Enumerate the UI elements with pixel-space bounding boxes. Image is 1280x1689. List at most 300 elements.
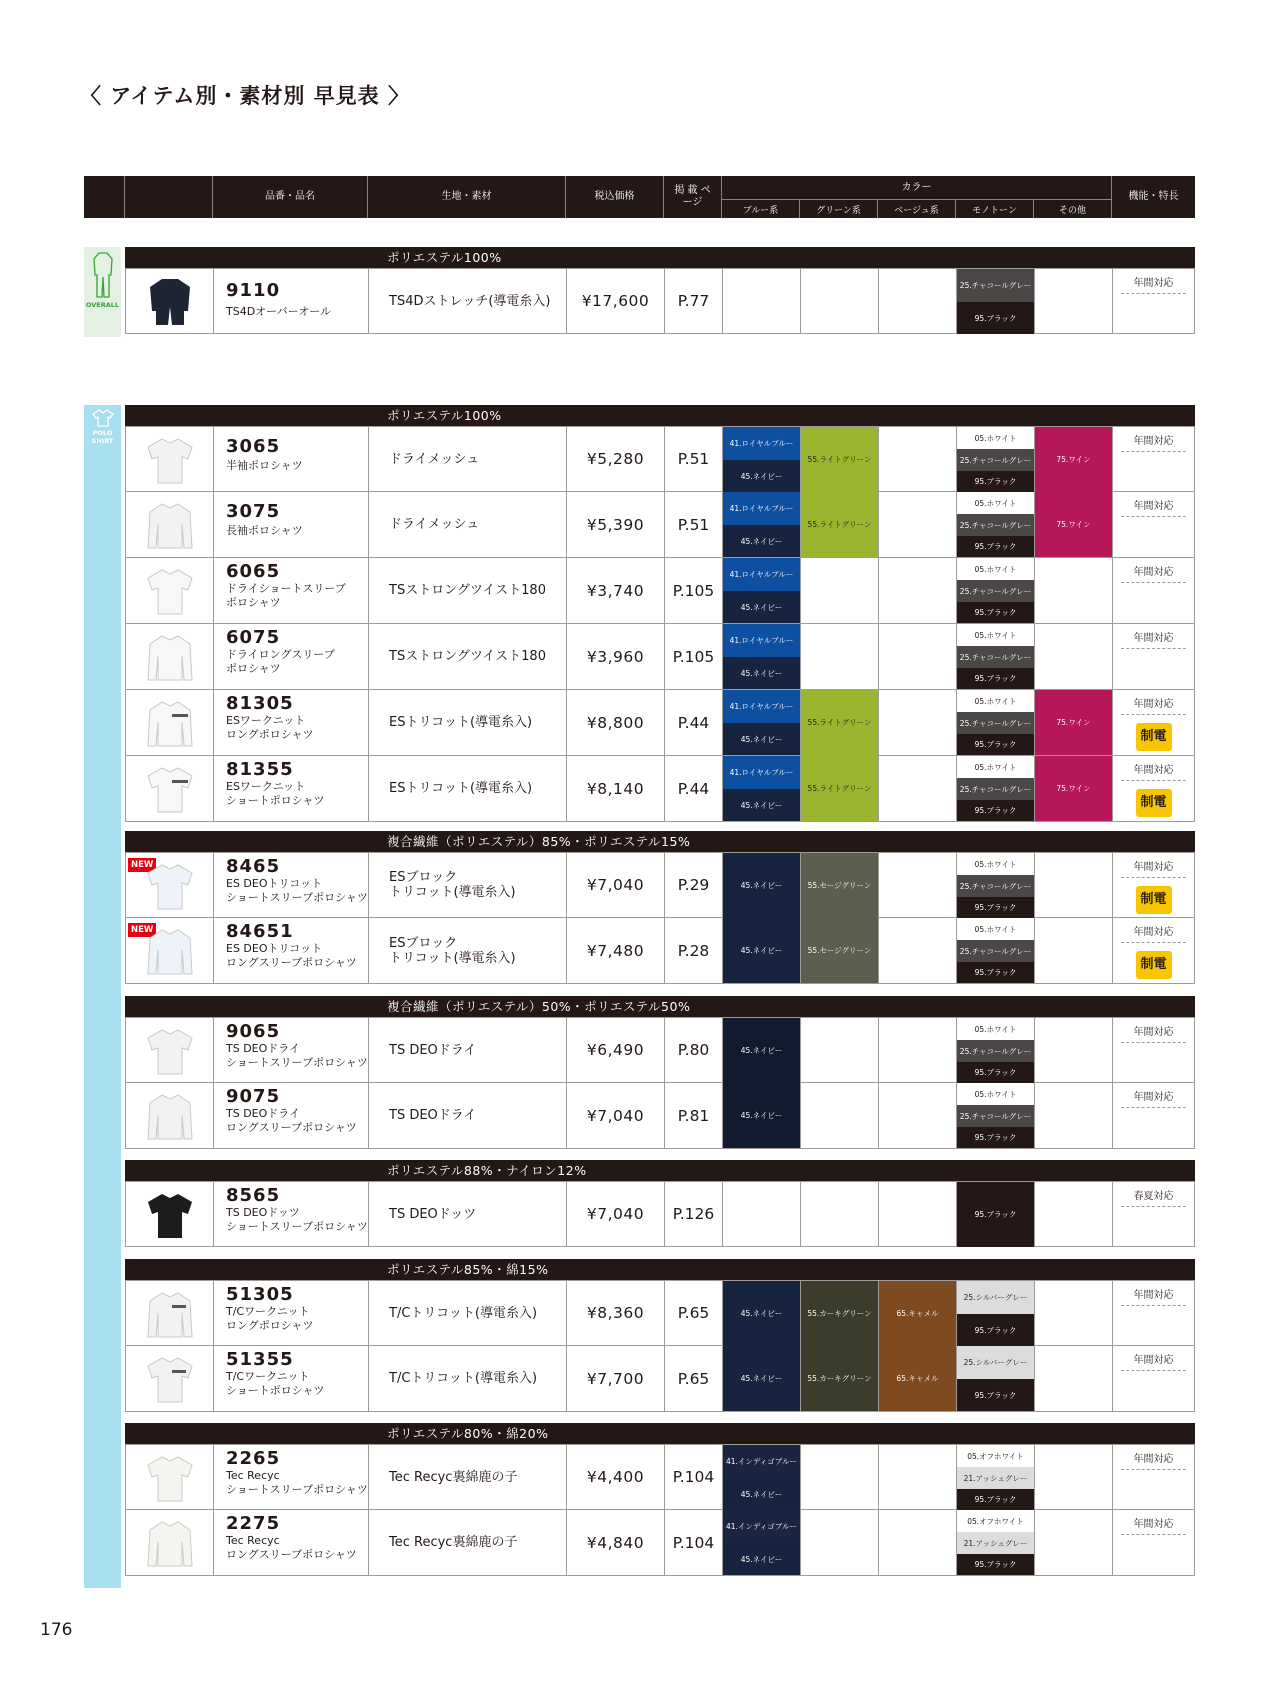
- product-image: [126, 690, 214, 755]
- feature-label: 春夏対応: [1133, 1191, 1174, 1202]
- header-color-mono: モノトーン: [956, 199, 1034, 218]
- swatch-sage-green: 55.セージグリーン: [801, 853, 878, 918]
- overall-thumbnail: [146, 277, 194, 327]
- price: ¥7,040: [567, 1083, 665, 1148]
- material: TS4Dストレッチ(導電糸入): [369, 269, 567, 333]
- feature-label: 年間対応: [1133, 501, 1174, 512]
- product-name-line-2: ポロシャツ: [226, 596, 281, 609]
- product-name-line-2: ショートポロシャツ: [226, 1384, 325, 1397]
- swatch-camel: 65.キャメル: [879, 1346, 956, 1411]
- product-image: [126, 918, 214, 983]
- polo-long-thumbnail: [146, 1091, 194, 1141]
- product-name-line-1: ES DEOトリコット: [226, 942, 323, 955]
- product-code: 84651: [226, 921, 294, 942]
- swatch-black: 95.ブラック: [957, 602, 1034, 623]
- product-name-line-2: ロングポロシャツ: [226, 728, 314, 741]
- color-beige: [879, 853, 957, 917]
- swatch-navy: 45.ネイビー: [723, 1543, 800, 1575]
- color-green: [801, 690, 879, 755]
- color-blue: [723, 624, 801, 689]
- color-mono: [957, 427, 1035, 491]
- feature-label: 年間対応: [1133, 1454, 1174, 1465]
- product-name-line-2: ショートポロシャツ: [226, 794, 325, 807]
- swatch-black: 95.ブラック: [957, 1182, 1034, 1247]
- polo-long-thumbnail: [146, 1289, 194, 1339]
- price: ¥8,360: [567, 1281, 665, 1345]
- swatch-royal-blue: 41.ロイヤルブルー: [723, 558, 800, 591]
- category-overall: [84, 247, 121, 337]
- swatch-navy: 45.ネイビー: [723, 591, 800, 623]
- overall-icon: [92, 251, 114, 299]
- material: ドライメッシュ: [369, 492, 567, 557]
- product-name-line-1: Tec Recyc: [226, 1534, 280, 1547]
- color-other: [1035, 1281, 1113, 1345]
- page-ref: P.80: [665, 1018, 723, 1082]
- product-code: 9110: [226, 280, 281, 301]
- color-other: [1035, 1083, 1113, 1148]
- page-ref: P.29: [665, 853, 723, 917]
- material-cell: [369, 853, 567, 917]
- product-image: [126, 492, 214, 557]
- swatch-black: 95.ブラック: [957, 302, 1034, 334]
- swatch-indigo: 41.インディゴブルー: [723, 1445, 800, 1478]
- color-beige: [879, 492, 957, 557]
- material: TSストロングツイスト180: [369, 624, 567, 689]
- swatch-navy: 45.ネイビー: [723, 723, 800, 755]
- product-name-line-2: ポロシャツ: [226, 662, 281, 675]
- product-code: 51305: [226, 1284, 294, 1305]
- table-row: [125, 1181, 1195, 1247]
- material: TS DEOドッツ: [369, 1182, 567, 1246]
- color-green: [801, 558, 879, 623]
- color-blue: [723, 1083, 801, 1148]
- page-ref: P.105: [665, 558, 723, 623]
- color-other: [1035, 624, 1113, 689]
- swatch-light-green: 55.ライトグリーン: [801, 492, 878, 557]
- polo-long-thumbnail: [146, 500, 194, 550]
- feature-cell: [1113, 918, 1194, 983]
- product-name-line-2: ショートスリーブポロシャツ: [226, 1056, 368, 1069]
- swatch-white: 05.ホワイト: [957, 853, 1034, 875]
- swatch-black: 95.ブラック: [957, 536, 1034, 557]
- feature-cell: [1113, 1346, 1194, 1411]
- product-name-cell: [214, 558, 369, 623]
- color-mono: [957, 1346, 1035, 1411]
- polo-long-thumbnail: [146, 1518, 194, 1568]
- material: TS DEOドライ: [369, 1018, 567, 1082]
- antistatic-badge: 制電: [1136, 723, 1172, 751]
- product-code: 2265: [226, 1448, 281, 1469]
- product-name-line-1: TS DEOドライ: [226, 1042, 300, 1055]
- color-mono: [957, 1445, 1035, 1509]
- swatch-charcoal: 25.チャコールグレー: [957, 1105, 1034, 1127]
- material-band: 複合繊維（ポリエステル）85%・ポリエステル15%: [125, 831, 1195, 852]
- product-name-line-2: ショートスリーブポロシャツ: [226, 1220, 368, 1233]
- swatch-khaki-green: 55.カーキグリーン: [801, 1346, 878, 1411]
- product-name-line-1: Tec Recyc: [226, 1469, 280, 1482]
- material-line-2: トリコット(導電糸入): [389, 885, 516, 900]
- header-color-other: その他: [1034, 199, 1112, 218]
- header-name: 品番・品名: [213, 176, 368, 218]
- product-name-line-2: ロングスリーブポロシャツ: [226, 956, 357, 969]
- material-cell: [369, 918, 567, 983]
- swatch-ash-gray: 21.アッシュグレー: [957, 1532, 1034, 1554]
- color-blue: [723, 853, 801, 917]
- swatch-navy: 45.ネイビー: [723, 525, 800, 557]
- product-name-cell: [214, 756, 369, 821]
- polo-long-thumbnail: [146, 632, 194, 682]
- table-row: [125, 1017, 1195, 1083]
- color-beige: [879, 1510, 957, 1575]
- material: ESトリコット(導電糸入): [369, 756, 567, 821]
- product-name-cell: [214, 690, 369, 755]
- swatch-charcoal: 25.チャコールグレー: [957, 778, 1034, 800]
- header-page: 掲 載 ページ: [664, 176, 722, 218]
- color-blue: [723, 1281, 801, 1345]
- product-name-cell: [214, 427, 369, 491]
- page-ref: P.81: [665, 1083, 723, 1148]
- feature-cell: [1113, 1018, 1194, 1082]
- product-code: 8565: [226, 1185, 281, 1206]
- price: ¥4,840: [567, 1510, 665, 1575]
- swatch-black: 95.ブラック: [957, 471, 1034, 492]
- price: ¥8,140: [567, 756, 665, 821]
- swatch-royal-blue: 41.ロイヤルブルー: [723, 427, 800, 460]
- swatch-wine: 75.ワイン: [1035, 690, 1112, 755]
- swatch-charcoal: 25.チャコールグレー: [957, 514, 1034, 536]
- color-blue: [723, 1182, 801, 1246]
- swatch-black: 95.ブラック: [957, 668, 1034, 689]
- swatch-khaki-green: 55.カーキグリーン: [801, 1281, 878, 1346]
- color-other: [1035, 1346, 1113, 1411]
- material-band: ポリエステル100%: [125, 405, 1195, 426]
- product-name-line-2: ショートスリーブポロシャツ: [226, 891, 368, 904]
- feature-cell: [1113, 1083, 1194, 1148]
- price: ¥4,400: [567, 1445, 665, 1509]
- color-other: [1035, 853, 1113, 917]
- swatch-black: 95.ブラック: [957, 1127, 1034, 1148]
- swatch-white: 05.ホワイト: [957, 492, 1034, 514]
- page-ref: P.105: [665, 624, 723, 689]
- swatch-white: 05.ホワイト: [957, 1018, 1034, 1040]
- swatch-charcoal: 25.チャコールグレー: [957, 449, 1034, 471]
- table-row: [125, 268, 1195, 334]
- product-image: [126, 1018, 214, 1082]
- swatch-royal-blue: 41.ロイヤルブルー: [723, 690, 800, 723]
- product-name-line-1: TS DEOドライ: [226, 1107, 300, 1120]
- product-name: TS4Dオーバーオール: [226, 305, 332, 318]
- color-mono: [957, 690, 1035, 755]
- page-ref: P.104: [665, 1445, 723, 1509]
- page-ref: P.126: [665, 1182, 723, 1246]
- swatch-navy: 45.ネイビー: [723, 1478, 800, 1510]
- new-badge: NEW: [128, 858, 156, 872]
- color-green: [801, 1510, 879, 1575]
- product-image: [126, 1346, 214, 1411]
- feature-label: 年間対応: [1133, 1519, 1174, 1530]
- product-code: 2275: [226, 1513, 281, 1534]
- page-ref: P.104: [665, 1510, 723, 1575]
- color-mono: [957, 1083, 1035, 1148]
- swatch-charcoal: 25.チャコールグレー: [957, 875, 1034, 897]
- color-other: [1035, 427, 1113, 491]
- product-image: [126, 269, 214, 333]
- swatch-light-green: 55.ライトグリーン: [801, 427, 878, 492]
- swatch-charcoal: 25.チャコールグレー: [957, 580, 1034, 602]
- feature-label: 年間対応: [1133, 927, 1174, 938]
- feature-label: 年間対応: [1133, 567, 1174, 578]
- color-mono: [957, 1182, 1035, 1246]
- product-name-line-2: ロングポロシャツ: [226, 1319, 314, 1332]
- polo-thumbnail: [146, 1026, 194, 1076]
- polo-long-thumbnail: [146, 698, 194, 748]
- feature-cell: [1113, 756, 1194, 821]
- swatch-royal-blue: 41.ロイヤルブルー: [723, 624, 800, 657]
- color-mono: [957, 918, 1035, 983]
- color-other: [1035, 558, 1113, 623]
- product-image: [126, 1083, 214, 1148]
- color-beige: [879, 1281, 957, 1345]
- swatch-white: 05.ホワイト: [957, 690, 1034, 712]
- table-header: [84, 176, 1195, 218]
- swatch-black: 95.ブラック: [957, 1554, 1034, 1575]
- feature-cell: [1113, 624, 1194, 689]
- product-name-cell: [214, 1346, 369, 1411]
- color-blue: [723, 1510, 801, 1575]
- product-image: [126, 1510, 214, 1575]
- color-blue: [723, 1018, 801, 1082]
- material-band: ポリエステル80%・綿20%: [125, 1423, 1195, 1444]
- page-title: 〈 アイテム別・素材別 早見表 〉: [80, 84, 410, 108]
- product-name: 半袖ポロシャツ: [226, 459, 303, 472]
- feature-cell: [1113, 427, 1194, 491]
- color-beige: [879, 1083, 957, 1148]
- page-ref: P.51: [665, 492, 723, 557]
- material-band: 複合繊維（ポリエステル）50%・ポリエステル50%: [125, 996, 1195, 1017]
- header-feature: 機能・特長: [1128, 191, 1179, 202]
- product-name: 長袖ポロシャツ: [226, 524, 303, 537]
- color-green: [801, 853, 879, 917]
- color-mono: [957, 853, 1035, 917]
- polo-thumbnail: [146, 1354, 194, 1404]
- color-beige: [879, 1182, 957, 1246]
- color-other: [1035, 492, 1113, 557]
- product-image: [126, 1182, 214, 1246]
- polo-thumbnail: [146, 435, 194, 485]
- feature-label: 年間対応: [1133, 1290, 1174, 1301]
- product-name-line-1: TS DEOドッツ: [226, 1206, 300, 1219]
- feature-cell: [1113, 853, 1194, 917]
- swatch-white: 05.ホワイト: [957, 624, 1034, 646]
- polo-thumbnail: [146, 1453, 194, 1503]
- table-row: [125, 918, 1195, 984]
- color-other: [1035, 269, 1113, 333]
- new-badge: NEW: [128, 923, 156, 937]
- swatch-navy: 45.ネイビー: [723, 1346, 800, 1411]
- product-name-line-1: T/Cワークニット: [226, 1305, 310, 1318]
- price: ¥7,700: [567, 1346, 665, 1411]
- feature-cell: [1113, 492, 1194, 557]
- color-beige: [879, 756, 957, 821]
- swatch-royal-blue: 41.ロイヤルブルー: [723, 492, 800, 525]
- color-blue: [723, 756, 801, 821]
- table-row: [125, 492, 1195, 558]
- material: TSストロングツイスト180: [369, 558, 567, 623]
- header-material: 生地・素材: [368, 176, 566, 218]
- material: ESトリコット(導電糸入): [369, 690, 567, 755]
- color-green: [801, 427, 879, 491]
- antistatic-badge: 制電: [1136, 886, 1172, 914]
- swatch-black: 95.ブラック: [957, 1062, 1034, 1083]
- antistatic-badge: 制電: [1136, 789, 1172, 817]
- color-beige: [879, 918, 957, 983]
- swatch-charcoal: 25.チャコールグレー: [957, 1040, 1034, 1062]
- product-name-cell: [214, 1182, 369, 1246]
- swatch-white: 05.ホワイト: [957, 427, 1034, 449]
- swatch-navy: 45.ネイビー: [723, 657, 800, 689]
- page-ref: P.44: [665, 690, 723, 755]
- product-name-cell: [214, 853, 369, 917]
- price: ¥5,390: [567, 492, 665, 557]
- product-image: [126, 1281, 214, 1345]
- color-green: [801, 624, 879, 689]
- swatch-light-green: 55.ライトグリーン: [801, 690, 878, 755]
- table-row: [125, 624, 1195, 690]
- header-color: カラー: [722, 176, 1112, 199]
- color-beige: [879, 1346, 957, 1411]
- product-name-line-2: ショートスリーブポロシャツ: [226, 1483, 368, 1496]
- feature-cell: [1113, 1445, 1194, 1509]
- page-ref: P.77: [665, 269, 723, 333]
- product-name-line-1: ドライロングスリーブ: [226, 648, 335, 661]
- swatch-wine: 75.ワイン: [1035, 756, 1112, 821]
- feature-label: 年間対応: [1133, 1092, 1174, 1103]
- polo-black-thumbnail: [146, 1190, 194, 1240]
- product-code: 3075: [226, 501, 281, 522]
- color-green: [801, 1445, 879, 1509]
- header-blank-cat: [84, 176, 125, 218]
- product-name-line-2: ロングスリーブポロシャツ: [226, 1121, 357, 1134]
- product-name-cell: [214, 1510, 369, 1575]
- color-blue: [723, 1445, 801, 1509]
- swatch-charcoal: 25.チャコールグレー: [957, 940, 1034, 962]
- material-band: ポリエステル100%: [125, 247, 1195, 268]
- product-name-cell: [214, 269, 369, 333]
- page-number: 176: [40, 1620, 73, 1640]
- color-beige: [879, 690, 957, 755]
- color-green: [801, 756, 879, 821]
- material: T/Cトリコット(導電糸入): [369, 1346, 567, 1411]
- feature-label: 年間対応: [1133, 699, 1174, 710]
- feature-cell: [1113, 1510, 1194, 1575]
- table-row: [125, 756, 1195, 822]
- header-color-beige: ベージュ系: [878, 199, 956, 218]
- product-name-cell: [214, 492, 369, 557]
- feature-cell: [1113, 269, 1194, 333]
- category-polo-label-1: POLO: [92, 429, 113, 437]
- swatch-white: 05.ホワイト: [957, 918, 1034, 940]
- swatch-ash-gray: 21.アッシュグレー: [957, 1467, 1034, 1489]
- swatch-light-green: 55.ライトグリーン: [801, 756, 878, 821]
- price: ¥7,040: [567, 853, 665, 917]
- material: Tec Recyc裏綿鹿の子: [369, 1510, 567, 1575]
- color-blue: [723, 690, 801, 755]
- category-polo-label-2: SHIRT: [91, 437, 114, 445]
- material-band: ポリエステル85%・綿15%: [125, 1259, 1195, 1280]
- color-green: [801, 918, 879, 983]
- color-green: [801, 1346, 879, 1411]
- swatch-charcoal: 25.チャコールグレー: [957, 269, 1034, 302]
- page-ref: P.65: [665, 1281, 723, 1345]
- feature-label: 年間対応: [1133, 862, 1174, 873]
- swatch-white: 05.ホワイト: [957, 1083, 1034, 1105]
- swatch-charcoal: 25.チャコールグレー: [957, 712, 1034, 734]
- color-mono: [957, 1018, 1035, 1082]
- color-blue: [723, 918, 801, 983]
- product-code: 3065: [226, 436, 281, 457]
- swatch-black: 95.ブラック: [957, 1314, 1034, 1346]
- feature-cell: [1113, 690, 1194, 755]
- table-row: [125, 1280, 1195, 1346]
- swatch-wine: 75.ワイン: [1035, 427, 1112, 492]
- swatch-black: 95.ブラック: [957, 1489, 1034, 1510]
- page-ref: P.44: [665, 756, 723, 821]
- category-polo-shirt: [84, 405, 121, 1588]
- table-row: [125, 852, 1195, 918]
- color-other: [1035, 756, 1113, 821]
- product-name-cell: [214, 1083, 369, 1148]
- table-row: [125, 1083, 1195, 1149]
- color-other: [1035, 690, 1113, 755]
- swatch-navy: 45.ネイビー: [723, 1281, 800, 1346]
- table-row: [125, 558, 1195, 624]
- swatch-sage-green: 55.セージグリーン: [801, 918, 878, 983]
- material: T/Cトリコット(導電糸入): [369, 1281, 567, 1345]
- header-price: 税込価格: [566, 176, 664, 218]
- product-name-cell: [214, 1018, 369, 1082]
- color-green: [801, 269, 879, 333]
- antistatic-badge: 制電: [1136, 951, 1172, 979]
- product-code: 51355: [226, 1349, 294, 1370]
- price: ¥5,280: [567, 427, 665, 491]
- swatch-navy: 45.ネイビー: [723, 1083, 800, 1148]
- swatch-black: 95.ブラック: [957, 962, 1034, 983]
- feature-cell: [1113, 1281, 1194, 1345]
- polo-thumbnail: [146, 566, 194, 616]
- swatch-black: 95.ブラック: [957, 1379, 1034, 1411]
- color-beige: [879, 427, 957, 491]
- color-other: [1035, 1182, 1113, 1246]
- swatch-royal-blue: 41.ロイヤルブルー: [723, 756, 800, 789]
- color-blue: [723, 492, 801, 557]
- color-blue: [723, 558, 801, 623]
- color-beige: [879, 1445, 957, 1509]
- swatch-wine: 75.ワイン: [1035, 492, 1112, 557]
- table-row: [125, 426, 1195, 492]
- color-mono: [957, 1510, 1035, 1575]
- table-row: [125, 690, 1195, 756]
- color-beige: [879, 558, 957, 623]
- color-mono: [957, 756, 1035, 821]
- product-code: 81305: [226, 693, 294, 714]
- product-image: [126, 853, 214, 917]
- category-overall-label: OVERALL: [85, 301, 120, 309]
- swatch-silver-gray: 25.シルバーグレー: [957, 1346, 1034, 1379]
- color-beige: [879, 1018, 957, 1082]
- color-green: [801, 1281, 879, 1345]
- material-line-1: ESブロック: [389, 870, 458, 885]
- product-name-line-1: ESワークニット: [226, 714, 306, 727]
